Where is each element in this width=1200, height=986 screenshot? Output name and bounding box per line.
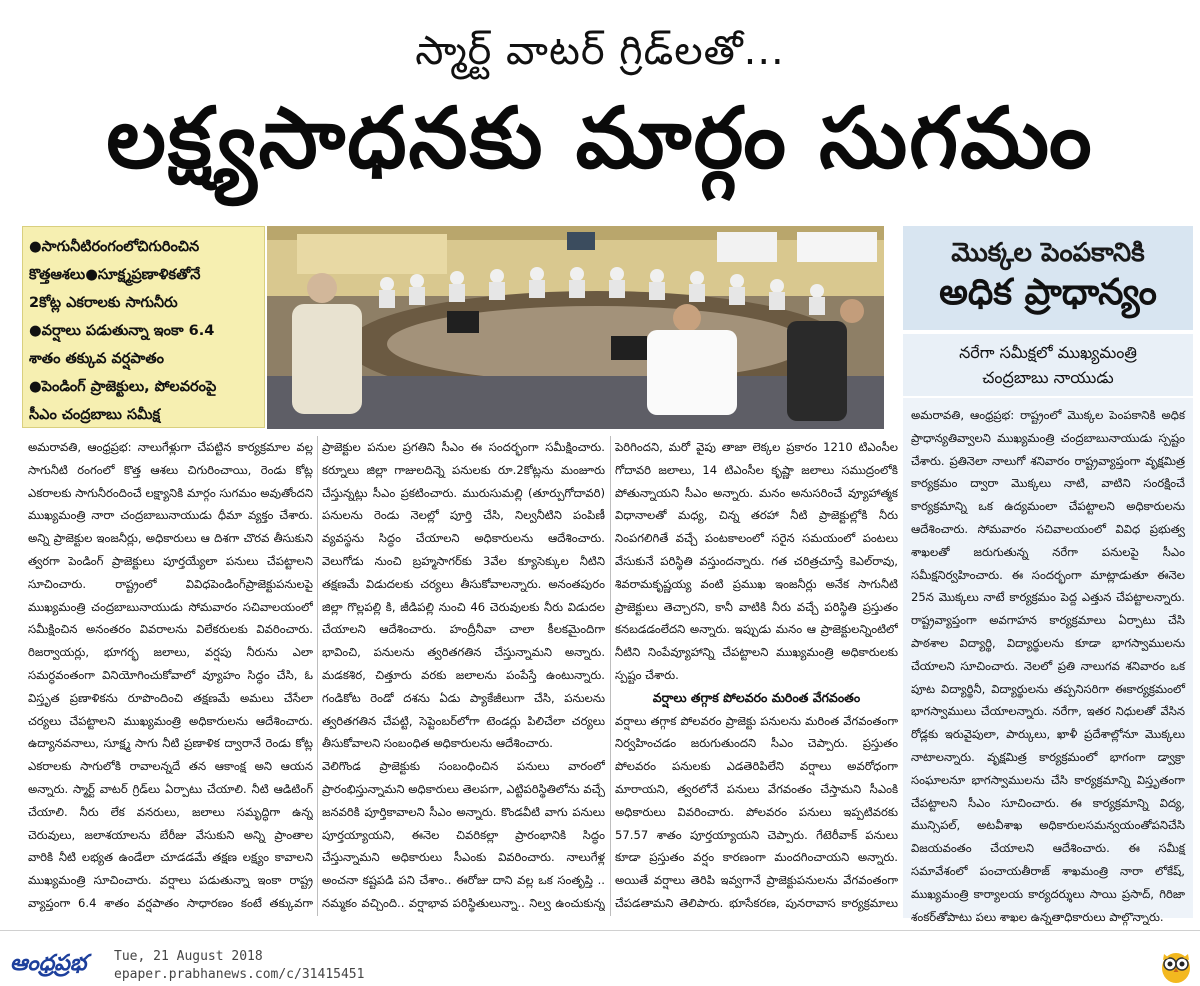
sidebar-title-line1: మొక్కల పెంపకానికి — [951, 238, 1145, 268]
column-divider — [317, 436, 318, 916]
highlight-line: కొత్తఆశలు●సూక్ష్మప్రణాళికతోనే — [29, 267, 201, 283]
highlights-box — [22, 226, 265, 428]
headline-main: లక్ష్యసాధనకు మార్గం సుగమం — [106, 89, 1094, 187]
sidebar-header — [903, 226, 1193, 330]
article-subheading: వర్షాలు తగ్గాక పోలవరం మరింత వేగవంతం — [652, 689, 861, 705]
page-footer — [0, 930, 1200, 986]
article-paragraph: ప్రాజెక్టుల పనుల ప్రగతిని సీఎం ఈ సందర్భంగా సమీక్షించారు. కర్నూలు జిల్లా గాజులదిన్నె పనులకు రూ.2కోట్లను మంజూరు చేస్తున్నట్లు సీఎం ప్రకటించారు. మురుసుమల్లి (తూర్పుగోదావరి) పనులను రెండు నెలల్లో పూర్తి చేసి, నిల్వనీటిని పంపిణీ వ్యవస్థను సిద్ధం చేయాలని అధికారులను ఆదేశించారు. వెలుగోడు నుంచి బ్రహ్మసాగర్‌కు 3వేల క్యూసెక్కుల నీటిని తక్షణమే విడుదలకు చర్యలు తీసుకోవాలన్నారు. అనంతపురం జిల్లా గొల్లపల్లి కి, జీడిపల్లి నుంచి 46 చెరువులకు నీరు విడుదల చేయాలని ఆదేశించారు. హంద్రీనీవా చాలా కీలకమైందిగా భావించి, పనులను త్వరితగతిన చేస్తున్నామని అన్నారు. మడకశిర, చిత్తూరు వరకు జలాలను పంపేస్తే ఉంటున్నారు. గండికోట రెండో దశను ఏడు ప్యాకేజీలుగా చేసి, పనులను త్వరితగతిన చేపట్టి, సెప్టెంబర్‌లోగా టెండర్లు పిలిచేలా చర్యలు తీసుకోవాలని సంబంధిత అధికారులను ఆదేశించారు. — [322, 440, 605, 751]
column-divider — [610, 436, 611, 916]
owl-mascot-icon — [1160, 948, 1192, 984]
sidebar-article-body — [903, 398, 1193, 924]
meeting-photo — [267, 226, 884, 429]
sidebar-subtitle — [903, 334, 1193, 396]
meeting-photo-illustration — [267, 226, 884, 429]
headline-kicker: స్మార్ట్ వాటర్ గ్రిడ్‌లతో... — [415, 28, 785, 74]
article-paragraph: వర్షాలు తగ్గాక పోలవరం ప్రాజెక్టు పనులను మరింత వేగవంతంగా నిర్వహించడం జరుగుతుందని సీఎం చెప్పారు. ప్రస్తుతం పోలవరం పనులకు ఎడతెరిపిలేని వర్షాలు అవరోధంగా మారాయని, త్వరలోనే పనులు వేగవంతం చేస్తామని సీఎంకి అధికారులు వివరించారు. పోలవరం పనులు ఇప్పటివరకు 57.57 శాతం పూర్తయ్యాయని చెప్పారు. గేటెరీవాక్ పనులు కూడా ప్రస్తుతం వర్షం కారణంగా మందగించాయని అన్నారు. అయితే వర్షాలు తెరిపి ఇవ్వగానే ప్రాజెక్టుపనులను వేగవంతంగా చేపడతామని తెలిపారు. భూసేకరణ, పునరావాస కార్యక్రమాలు — [615, 713, 898, 910]
article-paragraph: వెలిగొండ ప్రాజెక్టుకు సంబంధించిన పనులు వారంలో ప్రారంభిస్తున్నామని అధికారులు తెలపగా, ఎట్టిపరిస్థితిలోను వచ్చే జనవరికి పూర్తికావాలని సీఎం అన్నారు. కొండవీటి వాగు పనులు పూర్తయ్యాయని, ఈనెల చివరికల్లా ప్రారంభానికి సిద్ధం చేస్తున్నామని అధికారులు సీఎంకు వివరించారు. నాలుగేళ్ల అంచనా కష్టపడి పని చేశాం.. ఈరోజు దాని వల్ల ఒక సంతృప్తి .. నమ్మకం వచ్చింది.. వర్షాభావ పరిస్థితులున్నా.. నిల్వ ఉంచుకున్న — [322, 759, 605, 910]
highlight-line: ●సాగునీటిరంగంలోచిగురించిన — [29, 239, 200, 255]
epaper-url[interactable]: epaper.prabhanews.com/c/31415451 — [114, 967, 365, 982]
newspaper-logo[interactable]: ఆంధ్రప్రభ — [10, 951, 87, 976]
highlight-line: ●వర్షాలు పడుతున్నా ఇంకా 6.4 — [29, 323, 215, 339]
article-column-3 — [615, 436, 898, 916]
article-column-1 — [28, 436, 313, 916]
sidebar-paragraph: అమరావతి, ఆంధ్రప్రభ: రాష్ట్రంలో మొక్కల పెంపకానికి అధిక ప్రాధాన్యతివ్వాలని ముఖ్యమంత్రి చంద్రబాబునాయుడు స్పష్టం చేశారు. ప్రతినెలా నాలుగో శనివారం రాష్ట్రవ్యాప్తంగా వృక్షమిత్ర కార్యక్రమం ద్వారా మొక్కలు నాటి, వాటిని సంరక్షించే కార్యక్రమాన్ని ఒక ఉద్యమంలా చేపట్టాలని అధికారులను ఆదేశించారు. సోమవారం సచివాలయంలో వివిధ ప్రభుత్వ శాఖలతో జరుగుతున్న నరేగా పనులపై సీఎం సమీక్షనిర్వహించారు. ఈ సందర్భంగా మాట్లాడుతూ ఈనెల 25న మొక్కలు నాటే కార్యక్రమం పెద్ద ఎత్తున చేపట్టాలన్నారు. రాష్ట్రవ్యాప్తంగా అవగాహన కార్యక్రమాలు ఏర్పాటు చేసి పాఠశాల విద్యార్థి, విద్యార్థులను కూడా భాగస్వాములను చేయాలని సూచించారు. నెలలో ప్రతి నాలుగవ శనివారం ఒక పూట విద్యార్థినీ, విద్యార్థులను తప్పనిసరిగా ఈకార్యక్రమంలో భాగస్వాములు చేయాలన్నారు. నరేగా, ఇతర నిధులతో వేసిన రోడ్లకు ఇరువైపులా, పార్కులు, ఖాళీ ప్రదేశాల్లోనూ మొక్కలు నాటాలన్నారు. వృక్షమిత్ర కార్యక్రమంలో భాగంగా డ్వాక్రా సంఘాలనూ భాగస్వాములను చేసి కార్యక్రమాన్ని విస్తృతంగా చేపట్టాలని సీఎం సూచించారు. ఈ కార్యక్రమాన్ని విద్య, మున్సిపల్, అటవీశాఖ అధికారులసమన్వయంతోపనిచేసి విజయవంతం చేయాలని ఆదేశించారు. ఈ సమీక్ష సమావేశంలో పంచాయతీరాజ్ శాఖమంత్రి నారా లోకేష్, ముఖ్యమంత్రి కార్యాలయ కార్యదర్శులు సాయి ప్రసాద్, గిరిజా శంకర్‌తోపాటు పలు శాఖల ఉన్నతాధికారులు పాల్గొన్నారు. — [911, 408, 1185, 924]
highlight-line: ●పెండింగ్ ప్రాజెక్టులు, పోలవరంపై — [29, 379, 217, 395]
highlight-line: 2కోట్ల ఎకరాలకు సాగునీరు — [29, 295, 178, 311]
edition-date: Tue, 21 August 2018 — [114, 949, 263, 964]
sidebar-subtitle-line2: చంద్రబాబు నాయుడు — [982, 368, 1114, 387]
sidebar-subtitle-line1: నరేగా సమీక్షలో ముఖ్యమంత్రి — [959, 343, 1137, 362]
article-paragraph: అమరావతి, ఆంధ్రప్రభ: నాలుగేళ్లుగా చేపట్టిన కార్యక్రమాల వల్ల సాగునీటి రంగంలో కొత్త ఆశలు చిగురించాయి, రెండు కోట్ల ఎకరాలకు సాగునీరందించే లక్ష్యానికి మార్గం సుగమం అవుతోందని ముఖ్యమంత్రి నారా చంద్రబాబునాయుడు ధీమా వ్యక్తం చేశారు. అన్ని ప్రాజెక్టుల ఇంజనీర్లు, అధికారులు ఆ దిశగా చొరవ తీసుకుని త్వరగా పెండింగ్ ప్రాజెక్టులు పూర్తయ్యేలా పనులు చేపట్టాలని సూచించారు. రాష్ట్రంలో వివిధపెండింగ్‌ప్రాజెక్టుపనులపై ముఖ్యమంత్రి చంద్రబాబునాయుడు సోమవారం సచివాలయంలో సమీక్షించిన అనంతరం వివరాలను విలేకరులకు వివరించారు. రిజర్వాయర్లు, భూగర్భ జలాలు, వర్షపు నీరును ఎలా సమర్ధవంతంగా వినియోగించుకోవాలో వ్యూహం సిద్ధం చేసి, ఓ విస్తృత ప్రణాళికను రూపొందించి తక్షణమే అమలు చేసేలా చర్యలు చేపట్టాలని ముఖ్యమంత్రి అధికారులను ఆదేశించారు. ఉద్యానవనాలు, సూక్ష్మ సాగు నీటి ప్రణాళిక ద్వారానే రెండు కోట్ల ఎకరాలకు సాగులోకి రావాలన్నదే తన ఆకాంక్ష అని ఆయన అన్నారు. స్మార్ట్ వాటర్ గ్రిడ్‌లు ఏర్పాటు చేయాలి. నీటి ఆడిటింగ్ చేయాలి. నీరు లేక వనరులు, జలాలు సమృద్ధిగా ఉన్న చెరువులు, జలాశయాలను బేరీజు వేసుకుని అన్ని ప్రాంతాల వారికి నీటి లభ్యత ఉండేలా చూడడమే తక్షణ లక్ష్యం కావాలని ముఖ్యమంత్రి సూచించారు. వర్షాలు పడుతున్నా ఇంకా రాష్ట్ర వ్యాప్తంగా 6.4 శాతం వర్షపాతం సాధారణం కంటే తక్కువగా — [28, 440, 313, 910]
article-paragraph: పెరిగిందని, మరో వైపు తాజా లెక్కల ప్రకారం 1210 టిఎంసీల గోదావరి జలాలు, 14 టిఎంసీల కృష్ణా జలాలు సముద్రంలోకి పోతున్నాయని సీఎం అన్నారు. మనం అనుసరించే వ్యూహాత్మక విధానాలతో మధ్య, చిన్న తరహా నీటి ప్రాజెక్టుల్లోకి నీరు నింపగలిగితే వచ్చే పంటకాలంలో సరైన సమయంలో పంటలు వేసుకునే పరిస్థితి వస్తుందన్నారు. గత చరిత్రచూస్తే కెఎల్‌రావు, శివరామకృష్ణయ్య వంటి ప్రముఖ ఇంజనీర్లు అనేక సాగునీటి ప్రాజెక్టులు తెచ్చారని, కానీ వాటికి నీరు వచ్చే పరిస్థితి ప్రస్తుతం కనబడడంలేదని అన్నారు. ఇప్పుడు మనం ఆ ప్రాజెక్టులన్నింటిలో నీటిని నింపేవ్యూహాన్ని చేపట్టాలని ముఖ్యమంత్రి అధికారులకు స్పష్టం చేశారు. — [615, 440, 898, 682]
highlight-line: శాతం తక్కువ వర్షపాతం — [29, 351, 164, 367]
sidebar-title-line2: అధిక ప్రాధాన్యం — [939, 272, 1157, 313]
article-column-2 — [322, 436, 605, 916]
highlight-line: సీఎం చంద్రబాబు సమీక్ష — [29, 407, 161, 423]
